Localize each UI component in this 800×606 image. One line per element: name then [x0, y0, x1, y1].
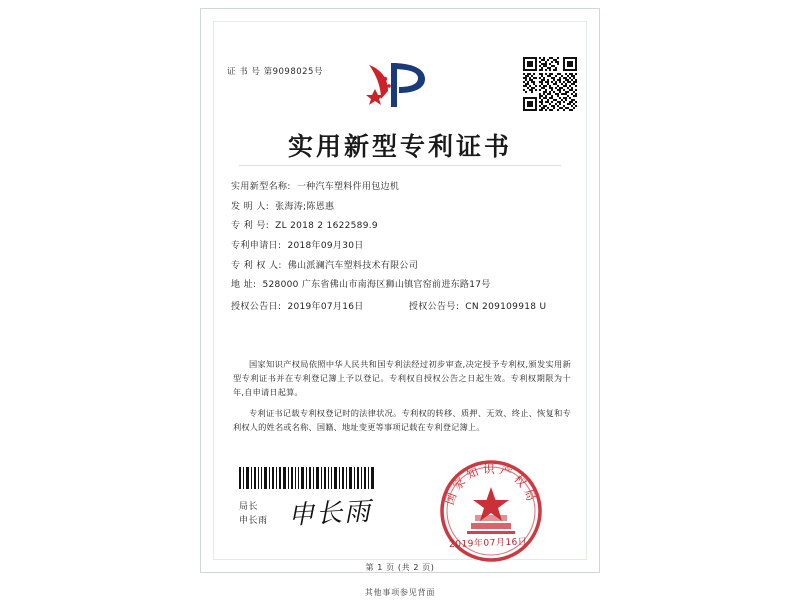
- certificate-card: [200, 8, 600, 573]
- handwritten-signature: 申长雨: [287, 496, 373, 532]
- cnipa-logo-icon: [361, 59, 433, 111]
- field-label: 专 利 号:: [231, 221, 270, 232]
- field-row-name: [231, 181, 573, 193]
- grant-date-cell: [231, 299, 409, 312]
- field-row-patentee: [231, 260, 573, 272]
- field-label: 地 址:: [231, 280, 257, 291]
- title-divider: [239, 165, 561, 166]
- field-row-inventor: [231, 201, 573, 213]
- field-row-patent-number: [231, 220, 573, 232]
- field-value: 528000 广东省佛山市南海区狮山镇官窑前进东路17号: [262, 280, 491, 291]
- field-label: 专 利 权 人:: [231, 260, 282, 271]
- field-label: 发 明 人:: [231, 201, 270, 212]
- seal-date: 2019年07月16日: [448, 537, 528, 550]
- field-row-address: [231, 279, 573, 291]
- field-label: 实用新型名称:: [231, 182, 291, 192]
- field-value: 2018年09月30日: [287, 240, 364, 251]
- field-value: 2019年07月16日: [287, 301, 364, 312]
- field-list: [231, 181, 573, 319]
- field-row-grant: [231, 299, 573, 312]
- field-row-application-date: [231, 240, 573, 252]
- field-value: 一种汽车塑料件用包边机: [296, 182, 400, 192]
- back-side-note: 其他事项参见背面: [364, 588, 436, 597]
- field-value: 张海涛;陈恩惠: [275, 201, 335, 212]
- qr-code-icon: [523, 57, 577, 111]
- barcode-icon: [237, 467, 377, 489]
- page-number: 第 1 页 (共 2 页): [365, 563, 435, 572]
- svg-text:国家知识产权局: 国家知识产权局: [442, 462, 540, 507]
- signature-label: [239, 501, 268, 529]
- field-label: 授权公告日:: [231, 301, 282, 312]
- field-value: CN 209109918 U: [465, 301, 547, 312]
- signature-label-line1: 局长: [239, 502, 259, 512]
- field-label: 专利申请日:: [231, 240, 282, 251]
- signature-label-line2: 申长雨: [239, 515, 268, 526]
- page-title: 实用新型专利证书: [287, 132, 512, 161]
- field-label: 授权公告号:: [408, 301, 460, 312]
- legal-paragraph-1: 国家知识产权局依照中华人民共和国专利法经过初步审查,决定授予专利权,颁发实用新型专利证书并在专利登记簿上予以登记。专利权自授权公告之日起生效。专利权期限为十年,自申请日起算。: [233, 359, 571, 398]
- legal-paragraph-2: 专利证书记载专利权登记时的法律状况。专利权的转移、质押、无效、终止、恢复和专利权人的姓名或名称、国籍、地址变更等事项记载在专利登记簿上。: [233, 408, 571, 433]
- legal-text: [233, 357, 571, 442]
- grant-number-cell: [409, 299, 573, 312]
- field-value: ZL 2018 2 1622589.9: [275, 221, 378, 232]
- field-value: 佛山派澜汽车塑料技术有限公司: [287, 260, 419, 271]
- certificate-number: 证 书 号 第9098025号: [227, 67, 323, 77]
